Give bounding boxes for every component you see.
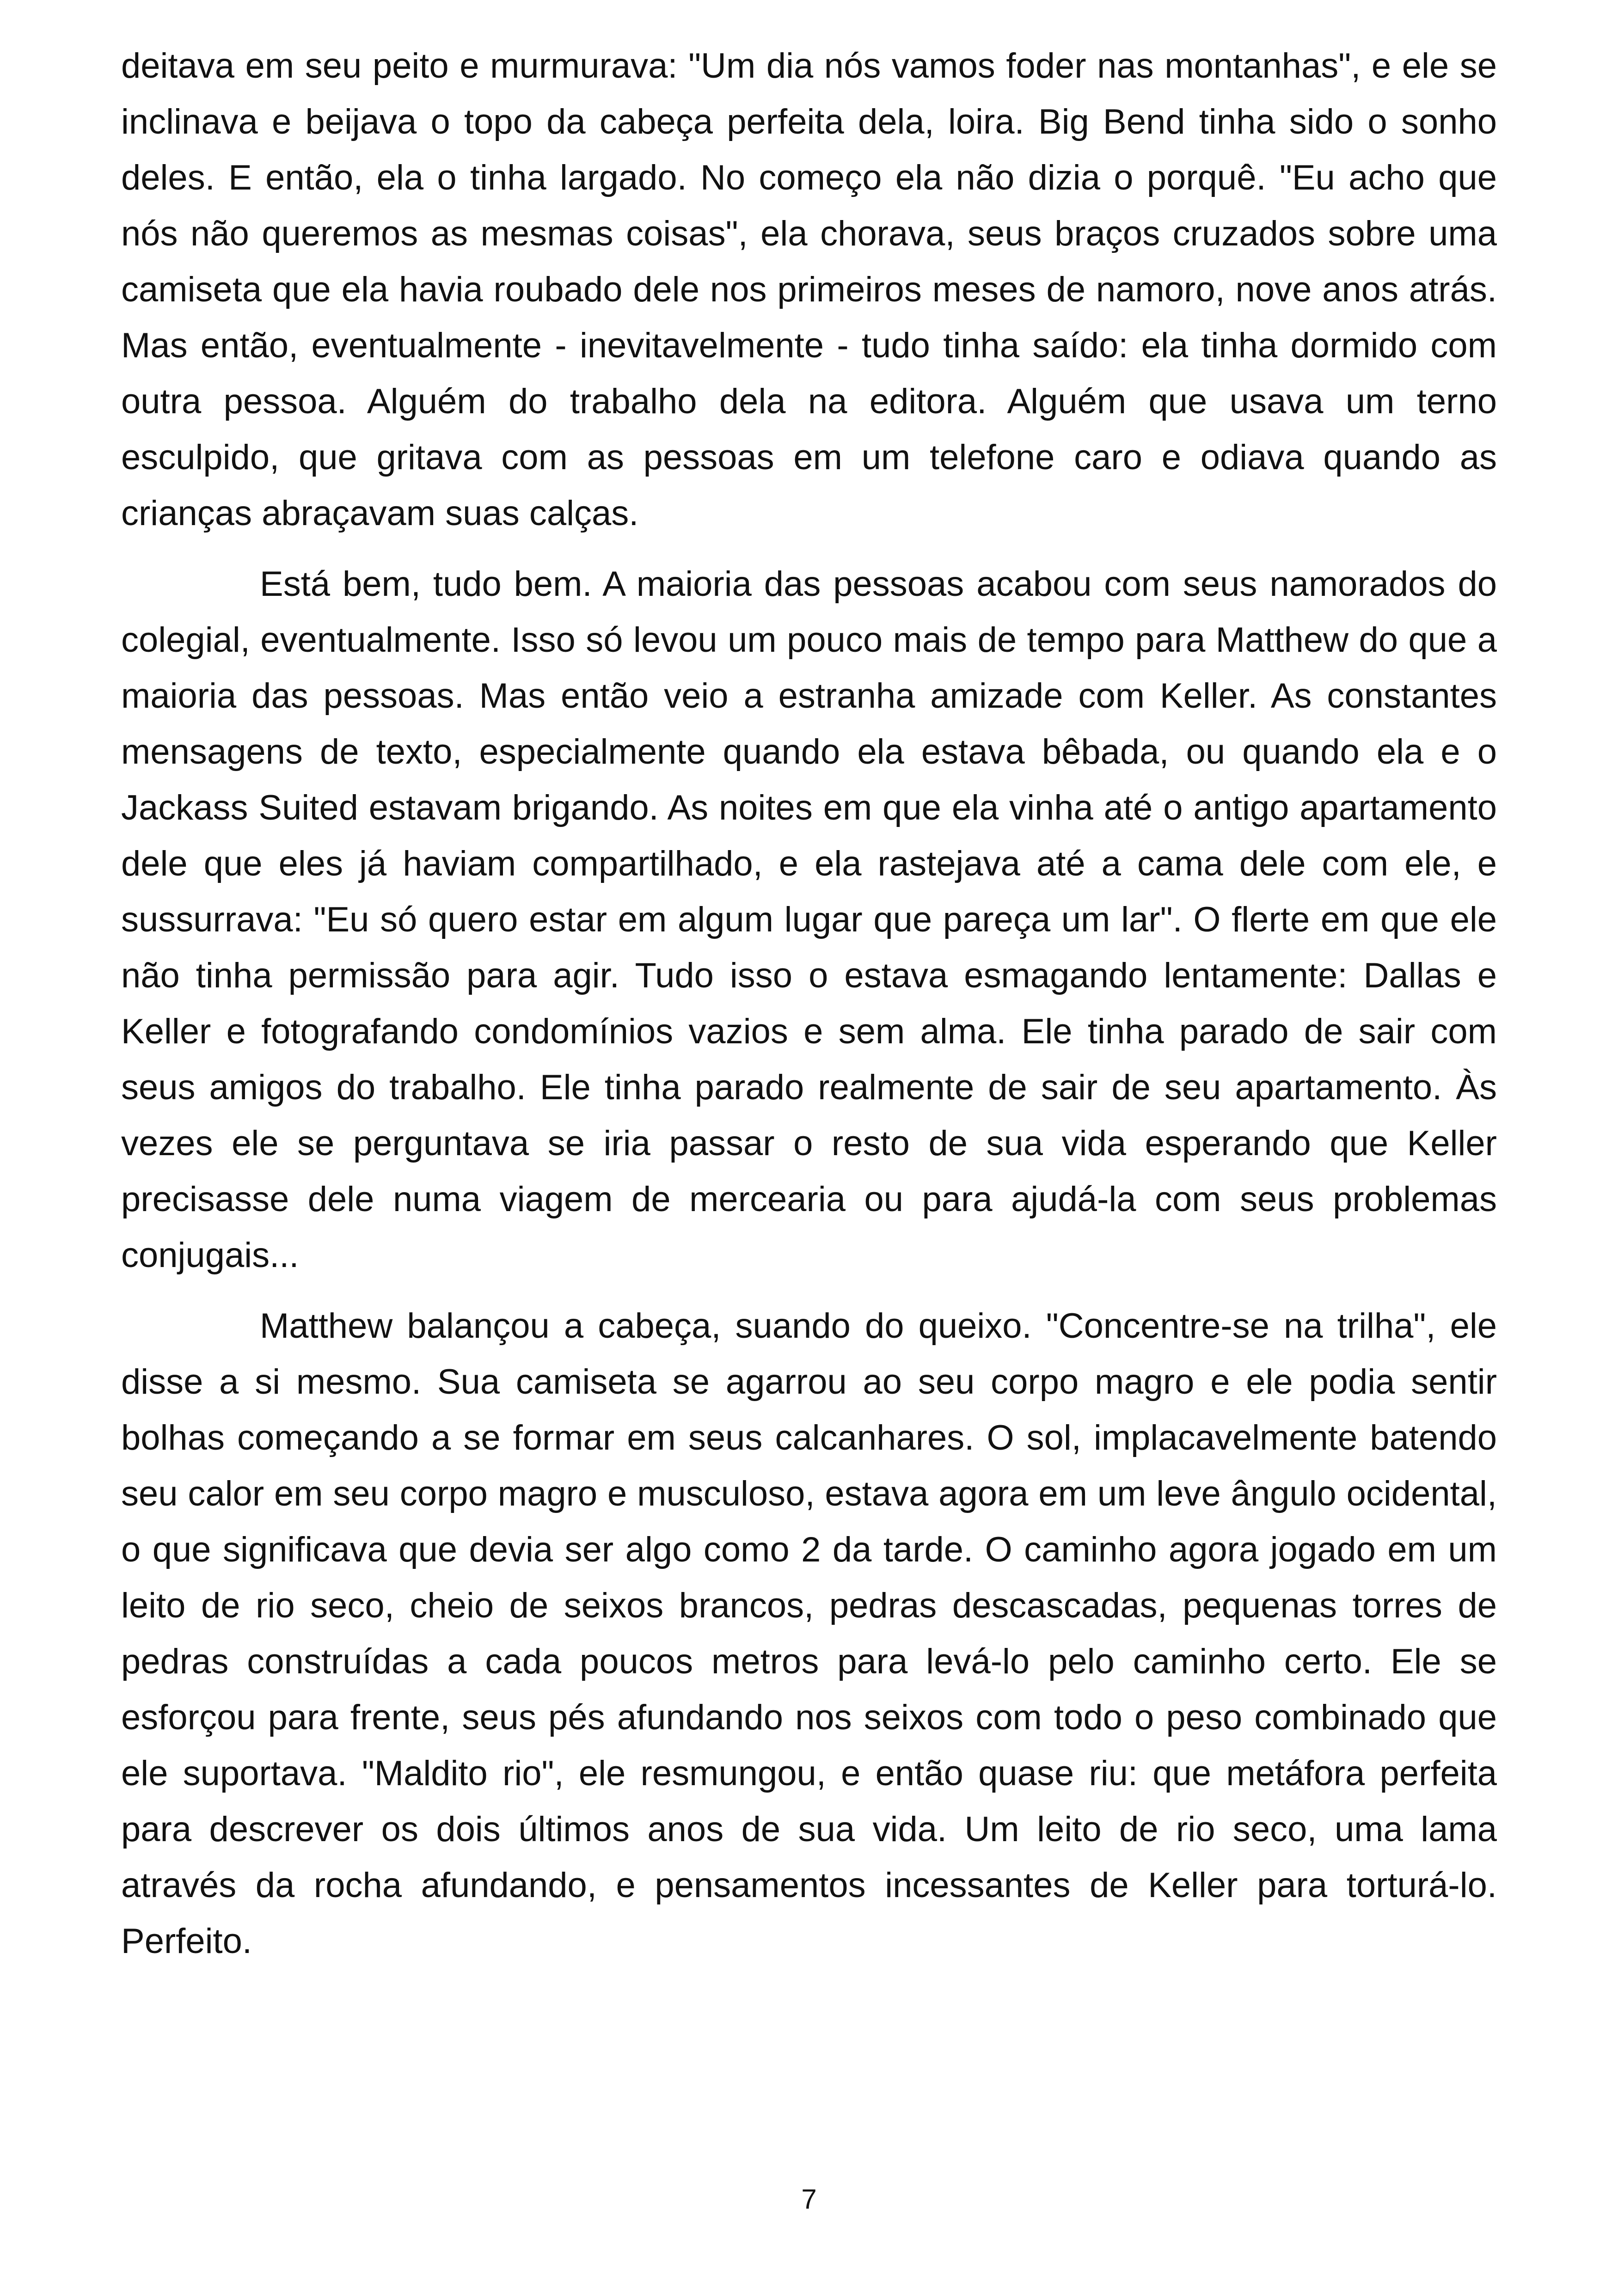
page-number: 7 bbox=[801, 2184, 817, 2215]
paragraph-3: Matthew balançou a cabeça, suando do queixo. "Concentre-se na trilha", ele disse a si mesmo. Sua camiseta se agarrou ao seu corpo magro e ele podia sentir bolhas começando a se formar em seus calcanhares. O sol, implacavelmente batendo seu calor em seu corpo magro e musculoso, estava agora em um leve ângulo ocidental, o que significava que devia ser algo como 2 da tarde. O caminho agora jogado em um leito de rio seco, cheio de seixos brancos, pedras descascadas, pequenas torres de pedras construídas a cada poucos metros para levá-lo pelo caminho certo. Ele se esforçou para frente, seus pés afundando nos seixos com todo o peso combinado que ele suportava. "Maldito rio", ele resmungou, e então quase riu: que metáfora perfeita para descrever os dois últimos anos de sua vida. Um leito de rio seco, uma lama através da rocha afundando, e pensamentos incessantes de Keller para torturá-lo. Perfeito. bbox=[121, 1306, 1497, 1961]
body-text bbox=[121, 38, 1497, 1984]
paragraph-1: deitava em seu peito e murmurava: "Um dia nós vamos foder nas montanhas", e ele se inclinava e beijava o topo da cabeça perfeita dela, loira. Big Bend tinha sido o sonho deles. E então, ela o tinha largado. No começo ela não dizia o porquê. "Eu acho que nós não queremos as mesmas coisas", ela chorava, seus braços cruzados sobre uma camiseta que ela havia roubado dele nos primeiros meses de namoro, nove anos atrás. Mas então, eventualmente - inevitavelmente - tudo tinha saído: ela tinha dormido com outra pessoa. Alguém do trabalho dela na editora. Alguém que usava um terno esculpido, que gritava com as pessoas em um telefone caro e odiava quando as crianças abraçavam suas calças. bbox=[121, 46, 1497, 533]
paragraph-2: Está bem, tudo bem. A maioria das pessoas acabou com seus namorados do colegial, eventualmente. Isso só levou um pouco mais de tempo para Matthew do que a maioria das pessoas. Mas então veio a estranha amizade com Keller. As constantes mensagens de texto, especialmente quando ela estava bêbada, ou quando ela e o Jackass Suited estavam brigando. As noites em que ela vinha até o antigo apartamento dele que eles já haviam compartilhado, e ela rastejava até a cama dele com ele, e sussurrava: "Eu só quero estar em algum lugar que pareça um lar". O flerte em que ele não tinha permissão para agir. Tudo isso o estava esmagando lentamente: Dallas e Keller e fotografando condomínios vazios e sem alma. Ele tinha parado de sair com seus amigos do trabalho. Ele tinha parado realmente de sair de seu apartamento. Às vezes ele se perguntava se iria passar o resto de sua vida esperando que Keller precisasse dele numa viagem de mercearia ou para ajudá-la com seus problemas conjugais... bbox=[121, 564, 1497, 1275]
